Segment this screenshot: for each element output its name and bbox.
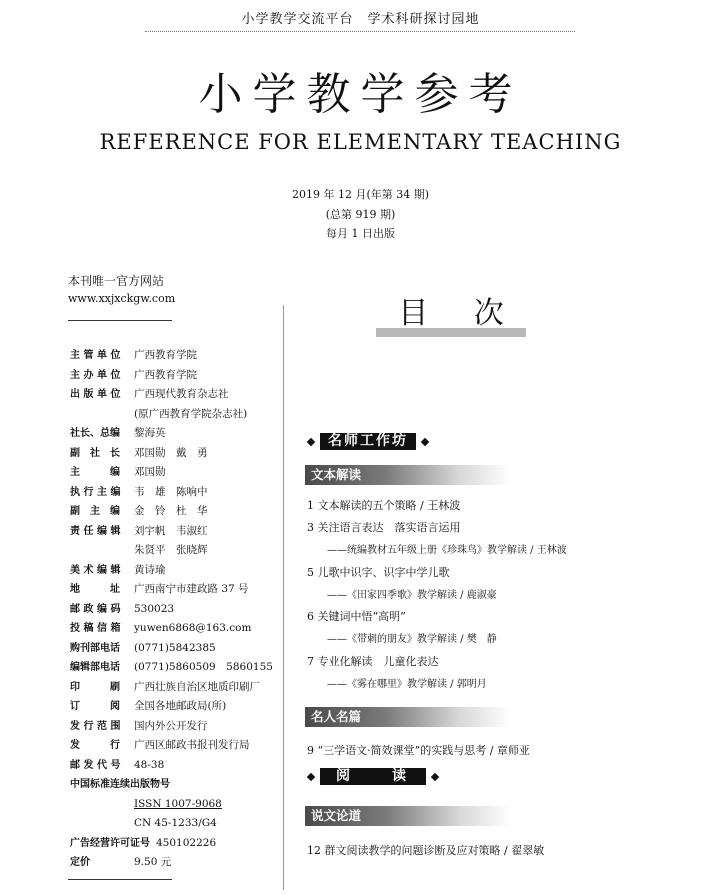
info-value: (0771)5860509 5860155 — [134, 661, 273, 673]
info-value: 广西教育学院 — [134, 349, 197, 361]
info-row — [70, 658, 285, 678]
section-label: 阅 读 — [320, 768, 426, 785]
info-value: 广西现代教育杂志社 — [134, 388, 229, 400]
info-row — [70, 717, 285, 737]
column-divider — [283, 305, 284, 890]
masthead-tagline: 小学教学交流平台 学术科研探讨园地 — [241, 12, 480, 27]
info-label: 投 稿 信 箱 — [70, 623, 121, 634]
info-row — [70, 795, 285, 815]
info-row — [70, 600, 285, 620]
issue-frequency: 每月 1 日出版 — [326, 227, 395, 240]
section-label: 名师工作坊 — [320, 433, 416, 450]
info-label: 主 办 单 位 — [70, 369, 121, 381]
info-row — [70, 366, 285, 386]
info-label: 订 阅 — [70, 701, 120, 712]
bottom-rule — [68, 879, 172, 880]
toc-entry-subtitle: ——《田家四季歌》教学解读 / 鹿淑豪 — [327, 590, 497, 601]
info-value: 9.50 元 — [134, 856, 172, 868]
info-value: 邓国勋 — [134, 466, 166, 478]
info-row — [70, 756, 285, 776]
category-discussion: 说文论道 — [305, 806, 511, 826]
toc-entry-subtitle: ——统编教材五年级上册《珍珠鸟》教学解读 / 王林波 — [327, 545, 567, 556]
info-label: 购刊部电话 — [70, 642, 120, 654]
info-value: 国内外公开发行 — [134, 719, 208, 732]
info-row — [70, 678, 285, 698]
info-value: 48-38 — [134, 758, 165, 771]
issue-date: 2019 年 12 月(年第 34 期) — [291, 188, 430, 201]
info-value: (原广西教育学院杂志社) — [134, 407, 248, 420]
toc-entry-subtitle: ——《雾在哪里》教学解读 / 郭明月 — [327, 679, 487, 690]
toc-entry[interactable]: 12 群文阅读教学的问题诊断及应对策略 / 翟翠敏 — [307, 844, 545, 857]
toc-entry[interactable]: 5 儿歌中识字、识字中学儿歌 — [307, 566, 450, 579]
info-value: 刘宇帆 韦淑红 — [134, 524, 208, 537]
info-label: 社长、总编 — [70, 428, 120, 439]
info-label: 责 任 编 辑 — [70, 525, 121, 537]
diamond-icon — [421, 437, 429, 445]
info-value: ISSN 1007-9068 — [134, 797, 222, 810]
toc-title-text: 目 次 — [398, 296, 522, 331]
info-row — [70, 814, 285, 834]
section-header-masters — [308, 433, 428, 450]
info-label — [70, 795, 134, 815]
info-label: 主 编 — [70, 467, 120, 478]
info-label: 执 行 主 编 — [70, 486, 121, 498]
info-label: 广告经营许可证号 — [70, 837, 150, 849]
info-value: 广西壮族自治区地质印刷厂 — [134, 680, 260, 693]
info-label: 发 行 — [70, 740, 120, 751]
toc-entry-subtitle: ——《带刺的朋友》教学解读 / 樊 静 — [327, 634, 497, 645]
info-row — [70, 853, 285, 873]
info-label: 地 址 — [70, 584, 120, 595]
info-row — [70, 541, 285, 561]
info-value: CN 45-1233/G4 — [134, 817, 217, 829]
info-value: 邓国勋 戴 勇 — [134, 446, 208, 459]
toc-entry[interactable]: 6 关键词中悟“高明” — [307, 610, 406, 623]
website-url[interactable]: www.xxjxckgw.com — [68, 292, 176, 305]
info-row — [70, 775, 285, 795]
info-row — [70, 834, 285, 854]
info-label: 印 刷 — [70, 681, 120, 693]
info-label — [70, 405, 134, 425]
info-row — [70, 444, 285, 464]
info-row — [70, 463, 285, 483]
info-label: 副 社 长 — [70, 447, 120, 459]
info-row — [70, 639, 285, 659]
info-value: 广西教育学院 — [134, 368, 197, 381]
info-value: 广西南宁市建政路 37 号 — [134, 583, 249, 595]
info-value: (0771)5842385 — [134, 641, 216, 654]
tagline-divider — [145, 31, 575, 32]
info-value: 韦 雄 陈响中 — [134, 485, 208, 498]
info-row — [70, 561, 285, 581]
info-label: 编辑部电话 — [70, 662, 120, 673]
info-value: 530023 — [134, 602, 175, 615]
info-label: 副 主 编 — [70, 506, 120, 517]
info-row — [70, 385, 285, 405]
info-value: 黄诗瑜 — [134, 563, 166, 576]
info-row — [70, 424, 285, 444]
info-label: 中国标准连续出版物号 — [70, 779, 170, 790]
category-text-reading: 文本解读 — [305, 465, 511, 485]
info-label: 主 管 单 位 — [70, 350, 121, 361]
toc-entry[interactable]: 7 专业化解读 儿童化表达 — [307, 655, 439, 668]
info-value: 全国各地邮政局(所) — [134, 700, 227, 712]
info-label: 美 术 编 辑 — [70, 564, 121, 576]
info-row — [70, 346, 285, 366]
diamond-icon — [431, 772, 439, 780]
info-row — [70, 483, 285, 503]
info-row — [70, 580, 285, 600]
info-label: 定价 — [70, 857, 90, 868]
website-rule — [68, 320, 172, 321]
toc-entry[interactable]: 9 “三学语文·简效课堂”的实践与思考 / 章师亚 — [307, 744, 530, 757]
info-label: 邮 发 代 号 — [70, 759, 121, 771]
info-label: 发 行 范 围 — [70, 720, 121, 732]
info-row — [70, 619, 285, 639]
journal-title-en: REFERENCE FOR ELEMENTARY TEACHING — [99, 130, 622, 154]
info-label: 邮 政 编 码 — [70, 603, 121, 615]
issue-total: (总第 919 期) — [325, 208, 396, 221]
info-row — [70, 522, 285, 542]
info-value: 朱贤平 张晓辉 — [134, 544, 208, 556]
info-row — [70, 697, 285, 717]
info-value: 450102226 — [156, 836, 217, 849]
info-label: 出 版 单 位 — [70, 389, 121, 400]
info-value: 金 铃 杜 华 — [134, 505, 208, 517]
toc-entry[interactable]: 1 文本解读的五个策略 / 王林波 — [307, 499, 461, 512]
info-value: yuwen6868@163.com — [134, 622, 252, 634]
journal-title-cn: 小学教学参考 — [198, 69, 523, 120]
diamond-icon — [307, 437, 315, 445]
info-value: 广西区邮政书报刊发行局 — [134, 739, 250, 751]
info-label — [70, 814, 134, 834]
publication-info — [70, 346, 285, 873]
info-value: 黎海英 — [134, 427, 166, 439]
info-row — [70, 736, 285, 756]
info-label — [70, 541, 134, 561]
website-label: 本刊唯一官方网站 — [68, 274, 165, 288]
category-famous-works: 名人名篇 — [305, 707, 511, 727]
diamond-icon — [307, 772, 315, 780]
info-row — [70, 502, 285, 522]
toc-title — [376, 288, 526, 337]
info-row — [70, 405, 285, 425]
toc-entry[interactable]: 3 关注语言表达 落实语言运用 — [307, 521, 461, 534]
section-header-reading — [308, 768, 438, 785]
